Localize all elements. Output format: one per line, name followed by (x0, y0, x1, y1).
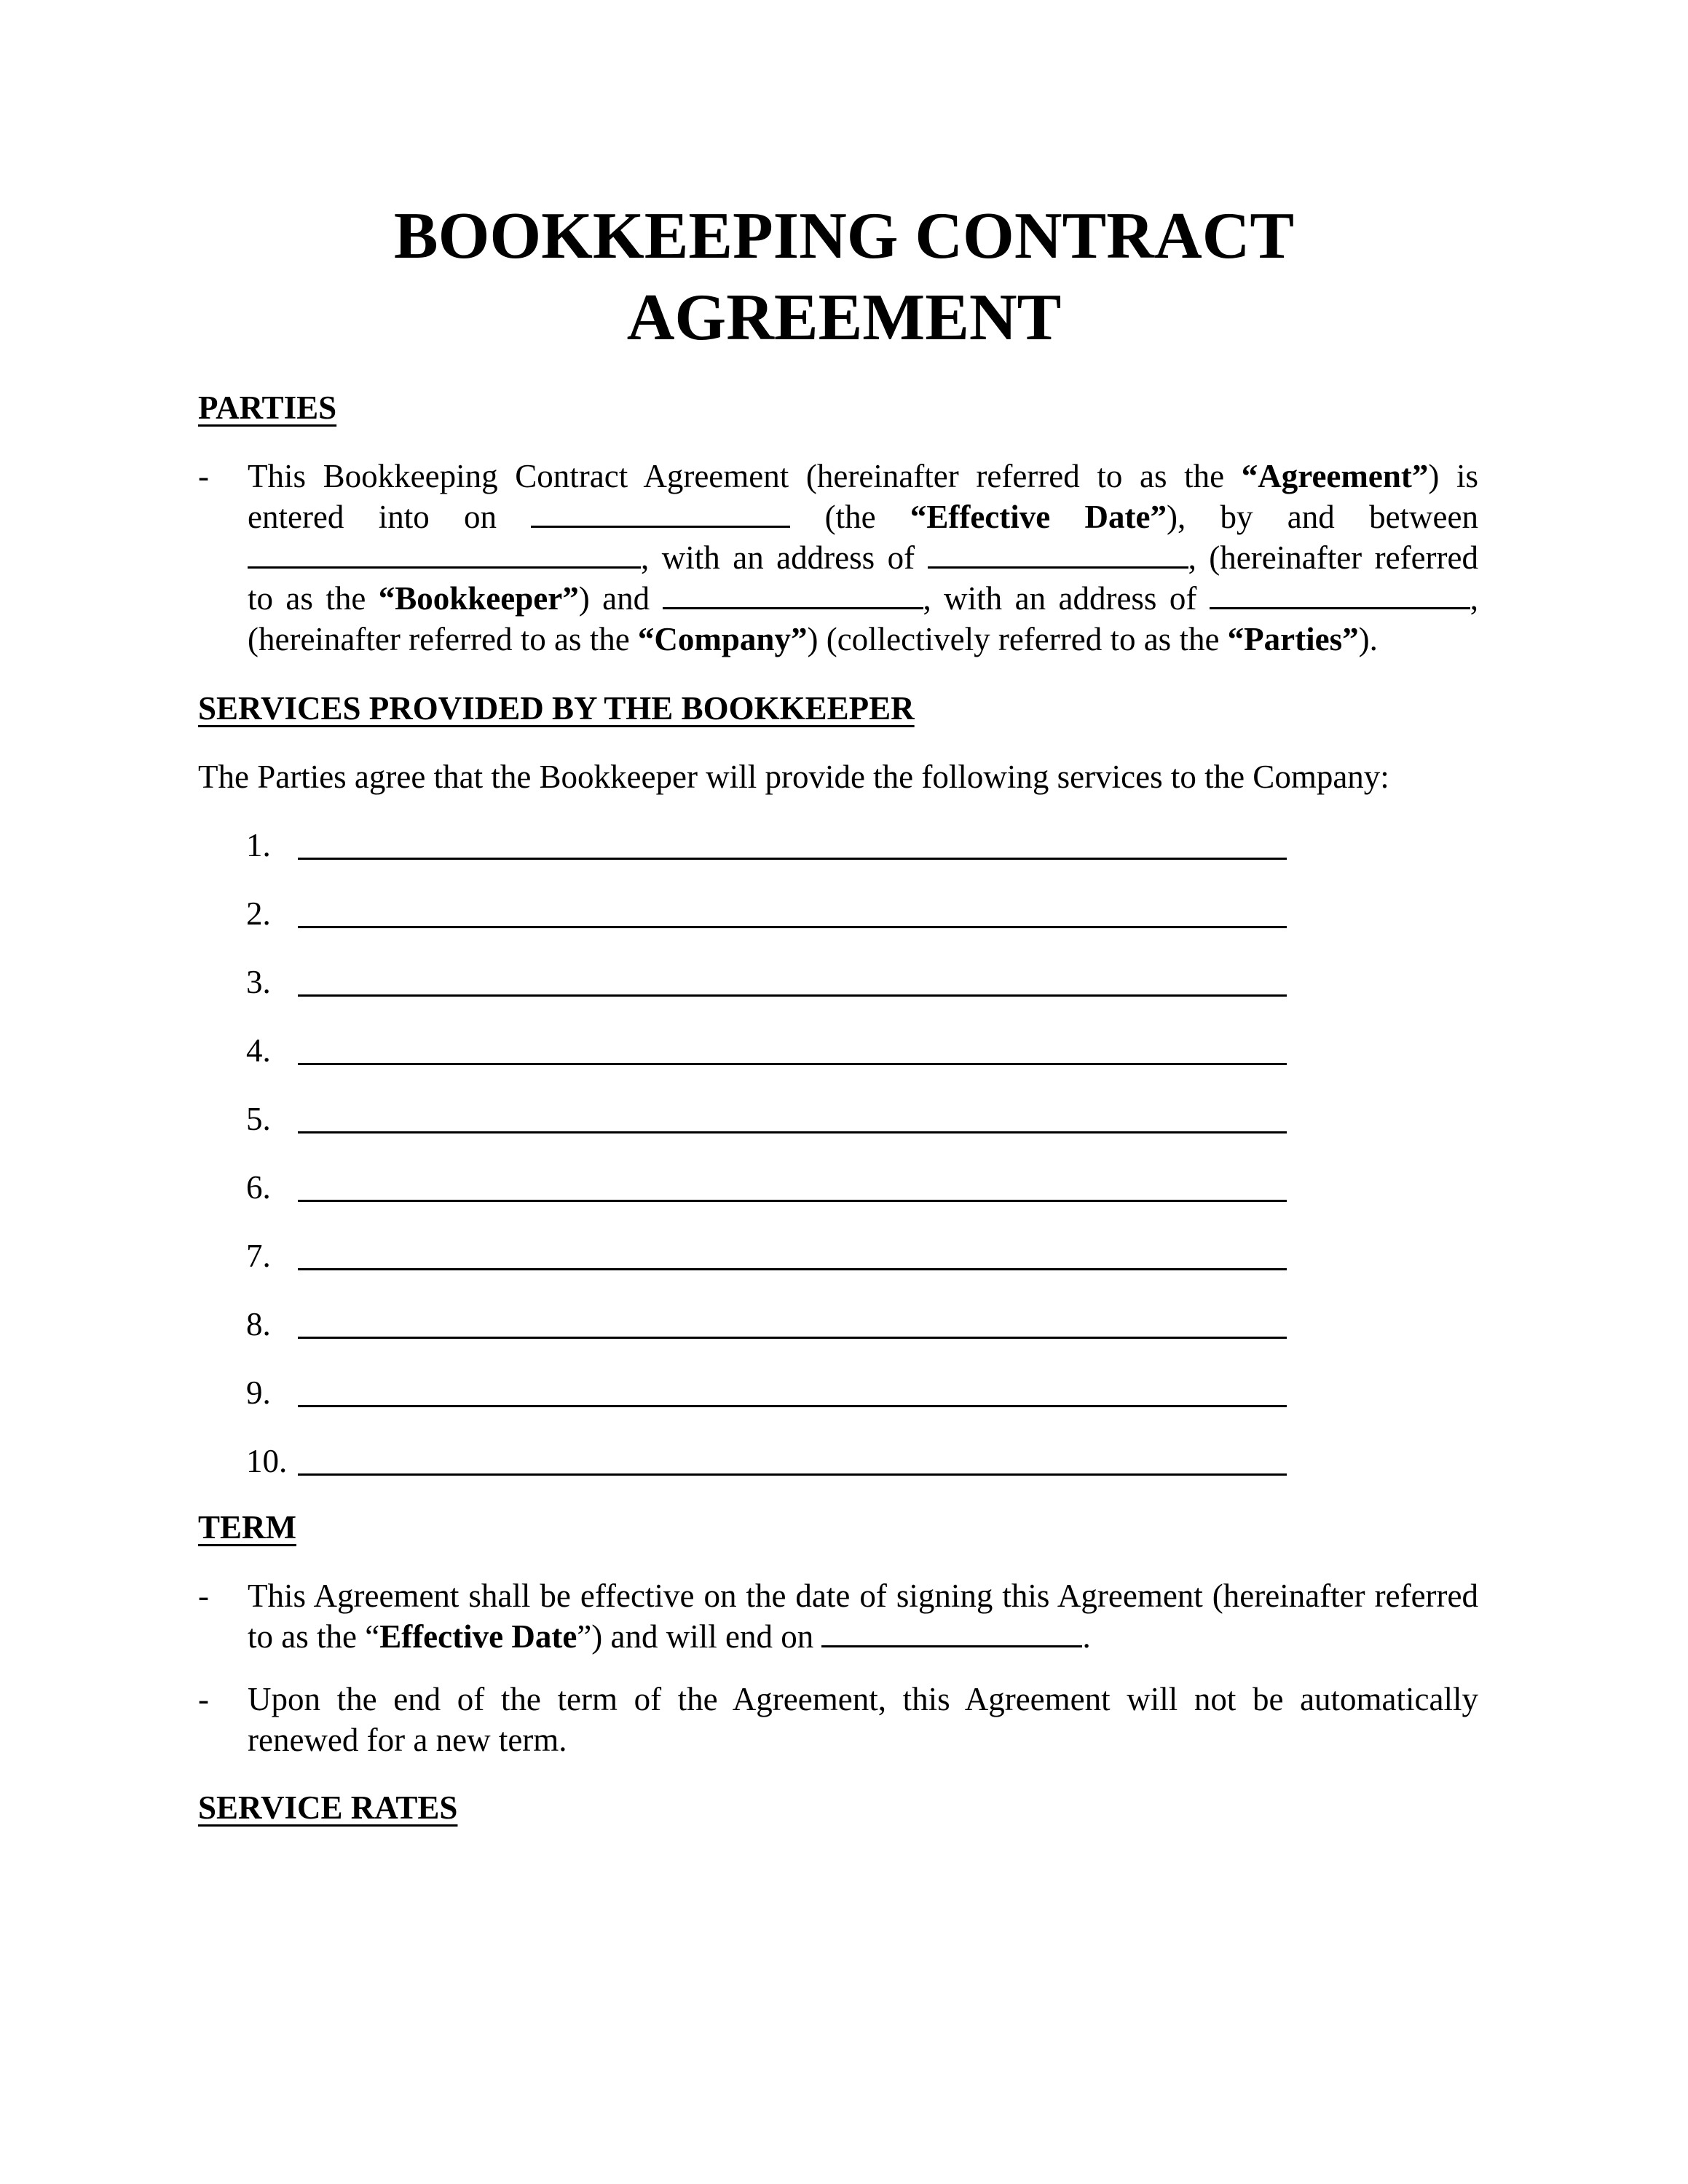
company-name-blank (663, 606, 923, 609)
term-bullet-2-text: Upon the end of the term of the Agreement, this Agreement will not be automatically renewed for a new term. (248, 1681, 1478, 1758)
service-item-number: 6. (246, 1169, 271, 1206)
bullet-dash: - (198, 1578, 209, 1614)
bullet-dash: - (198, 1681, 209, 1717)
term-bullet-1-text: This Agreement shall be effective on the date of signing this Agreement (hereinafter referred to as the “Effective Date”) and will end on . (248, 1578, 1478, 1655)
service-item-blank-line (298, 1337, 1287, 1339)
services-intro: The Parties agree that the Bookkeeper will provide the following services to the Company: (198, 759, 1389, 795)
company-address-blank (1210, 606, 1470, 609)
title-line-1: BOOKKEEPING CONTRACT (393, 199, 1295, 272)
service-item-blank-line (298, 1405, 1287, 1407)
title-line-2: AGREEMENT (626, 280, 1062, 354)
service-item-number: 2. (246, 895, 271, 932)
service-item-blank-line (298, 1063, 1287, 1065)
service-item-blank-line (298, 1268, 1287, 1270)
service-item-blank-line (298, 994, 1287, 997)
parties-text: This Bookkeeping Contract Agreement (hereinafter referred to as the “Agreement”) is entered into on (the “Effective Date”), by and between , with an address of , (hereinafter referred to as the “Bookkeeper”) and , with an address of , (hereinafter referred to as the “Company”) (collectively referred to as the “Parties”). (248, 458, 1479, 657)
services-heading: SERVICES PROVIDED BY THE BOOKKEEPER (198, 690, 915, 727)
service-item-blank-line (298, 926, 1287, 928)
bookkeeper-name-blank (248, 566, 641, 569)
service-item-blank-line (298, 1473, 1287, 1476)
service-item-number: 10. (246, 1443, 288, 1479)
service-item-number: 1. (246, 827, 271, 863)
bullet-dash: - (198, 458, 209, 494)
end-date-blank (821, 1645, 1082, 1647)
document-title (198, 195, 1490, 358)
service-item-number: 4. (246, 1032, 271, 1069)
service-item-number: 5. (246, 1101, 271, 1137)
service-item-blank-line (298, 1131, 1287, 1133)
service-item-number: 7. (246, 1238, 271, 1274)
service-rates-heading: SERVICE RATES (198, 1789, 458, 1826)
bookkeeper-address-blank (928, 566, 1188, 569)
service-item-blank-line (298, 858, 1287, 860)
date-blank (531, 525, 790, 528)
service-item-number: 3. (246, 964, 271, 1000)
term-heading: TERM (198, 1509, 296, 1546)
service-item-number: 9. (246, 1374, 271, 1411)
parties-heading: PARTIES (198, 389, 337, 426)
service-item-number: 8. (246, 1306, 271, 1342)
service-item-blank-line (298, 1200, 1287, 1202)
